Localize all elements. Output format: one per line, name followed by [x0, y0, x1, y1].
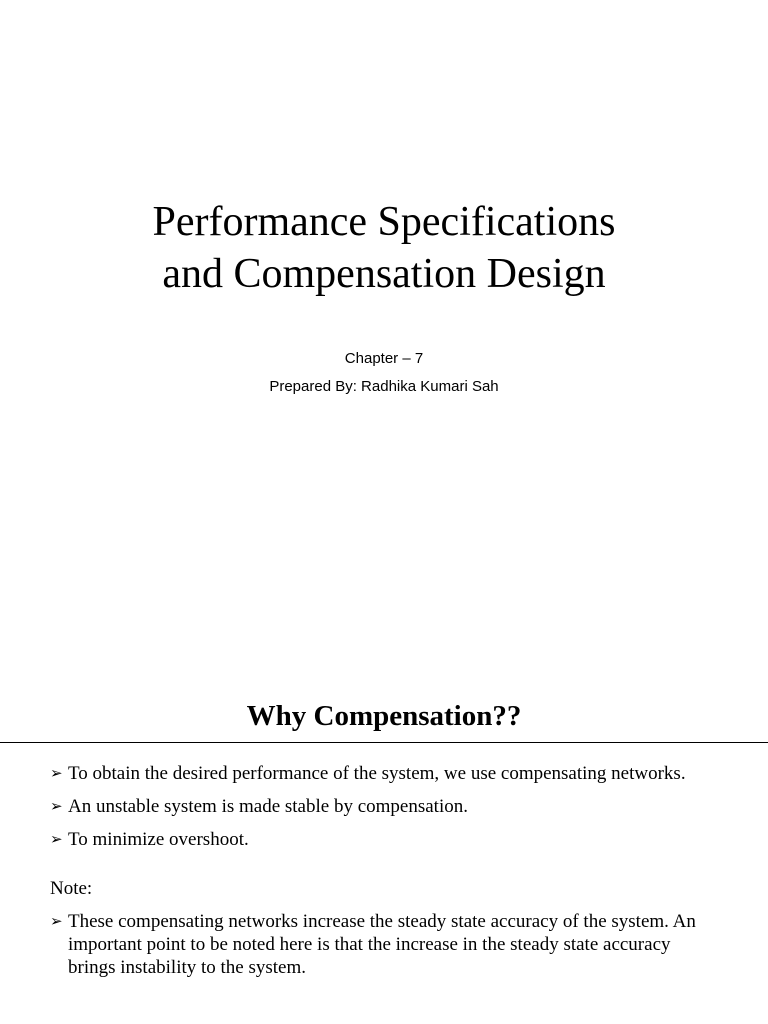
note-label: Note:: [50, 878, 93, 899]
arrow-bullet-icon: ➢: [50, 797, 63, 815]
slide-body: [50, 762, 720, 989]
chapter-label: Chapter – 7: [344, 350, 424, 367]
arrow-bullet-icon: ➢: [50, 764, 63, 782]
bullet-text: To minimize overshoot.: [68, 829, 249, 850]
bullet-item: [50, 828, 720, 851]
heading-divider: [0, 742, 768, 743]
slide-title-line-2: and Compensation Design: [162, 251, 606, 297]
slide-title: [0, 196, 768, 300]
note-bullet-text: These compensating networks increase the steady state accuracy of the system. An important point to be noted here is that the increase in the steady state accuracy brings instability to the system.: [68, 911, 696, 978]
bullet-text: To obtain the desired performance of the system, we use compensating networks.: [68, 763, 686, 784]
arrow-bullet-icon: ➢: [50, 830, 63, 848]
bullet-item: [50, 762, 720, 785]
slide-heading: Why Compensation??: [246, 700, 522, 732]
author-label: Prepared By: Radhika Kumari Sah: [269, 378, 499, 395]
bullet-item: [50, 795, 720, 818]
arrow-bullet-icon: ➢: [50, 912, 63, 930]
note-bullet-item: [50, 910, 720, 979]
slide-title-line-1: Performance Specifications: [152, 199, 616, 245]
bullet-text: An unstable system is made stable by compensation.: [68, 796, 468, 817]
content-slide: [0, 690, 768, 1024]
